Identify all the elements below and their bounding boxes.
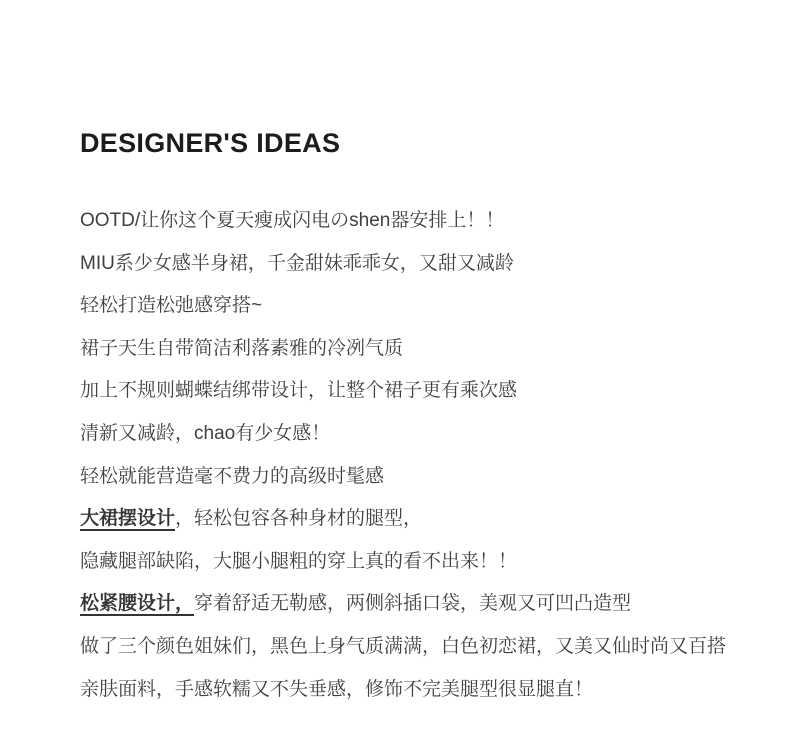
line-text: ，轻松包容各种身材的腿型， <box>175 508 423 530</box>
line-text: 做了三个颜色姐妹们，黑色上身气质满满，白色初恋裙，又美又仙时尚又百搭 <box>80 635 727 657</box>
line-text: 加上不规则蝴蝶结绑带设计，让整个裙子更有乘次感 <box>80 380 518 402</box>
paragraph-line <box>80 328 770 371</box>
paragraph-line <box>80 200 770 243</box>
line-text: 轻松打造松弛感穿搭~ <box>80 295 263 317</box>
paragraph-line <box>80 456 770 499</box>
line-text: MIU系少女感半身裙，千金甜妹乖乖女，又甜又减龄 <box>80 252 514 274</box>
line-text: 清新又减龄，chao有少女感！ <box>80 422 331 444</box>
line-emphasis: 大裙摆设计 <box>80 508 176 530</box>
line-text: OOTD/让你这个夏天瘦成闪电のshen器安排上！！ <box>80 210 505 231</box>
paragraph-line <box>80 243 770 286</box>
line-emphasis: 松紧腰设计， <box>80 593 195 615</box>
line-text: 穿着舒适无勒感，两侧斜插口袋，美观又可凹凸造型 <box>194 593 632 615</box>
line-text: 亲肤面料，手感软糯又不失垂感，修饰不完美腿型很显腿直！ <box>80 678 594 700</box>
paragraph-line <box>80 413 770 456</box>
paragraph-line <box>80 370 770 413</box>
line-text: 裙子天生自带简洁利落素雅的冷冽气质 <box>80 337 404 359</box>
paragraph-line <box>80 498 770 541</box>
line-text: 轻松就能营造毫不费力的高级时髦感 <box>80 465 385 487</box>
page-title: DESIGNER'S IDEAS <box>80 128 341 158</box>
paragraph-list <box>80 200 770 711</box>
paragraph-line <box>80 626 770 669</box>
line-text: 隐藏腿部缺陷，大腿小腿粗的穿上真的看不出来！！ <box>80 550 518 572</box>
paragraph-line <box>80 541 770 584</box>
paragraph-line <box>80 285 770 328</box>
paragraph-line <box>80 669 770 712</box>
paragraph-line <box>80 583 770 626</box>
